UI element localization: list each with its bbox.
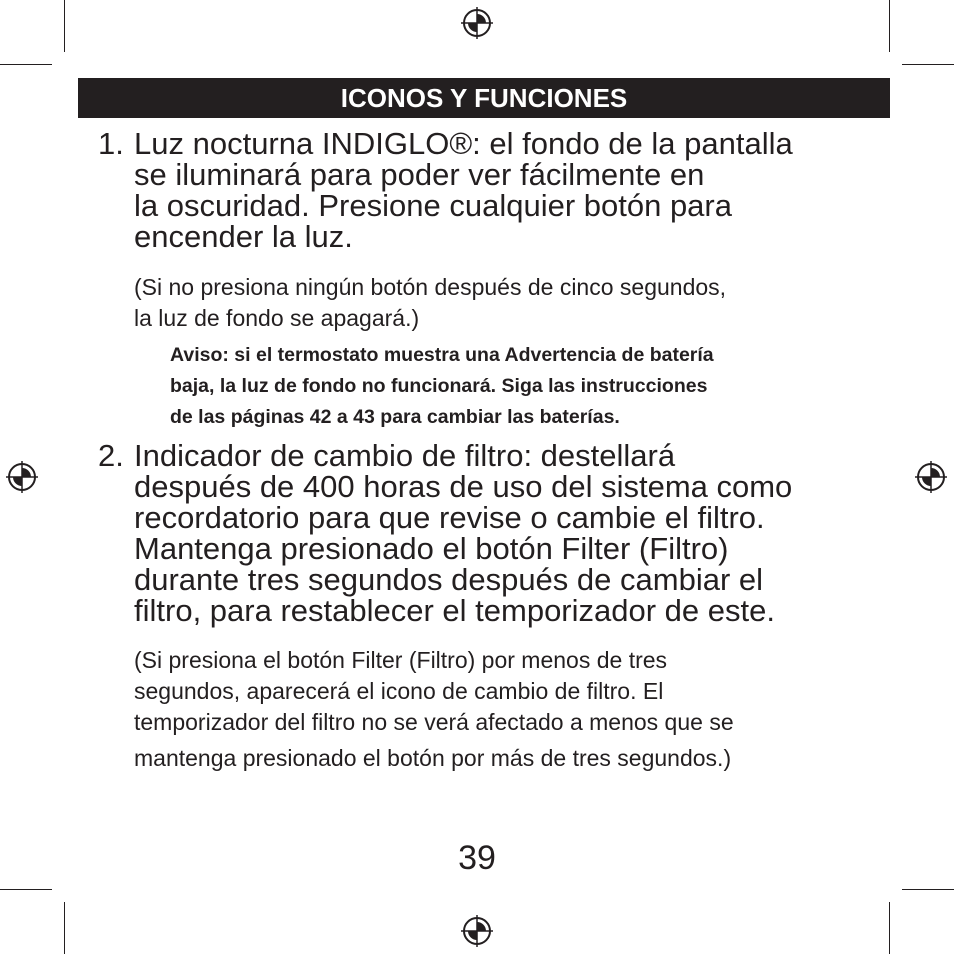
item-text-line: durante tres segundos después de cambiar el xyxy=(134,562,764,597)
warning-text-line: Aviso: si el termostato muestra una Advertencia de batería xyxy=(170,344,714,366)
item-text-line: se iluminará para poder ver fácilmente en xyxy=(134,157,705,192)
crop-mark-top-left-horizontal xyxy=(0,64,52,65)
item-text-line: recordatorio para que revise o cambie el filtro. xyxy=(134,500,765,535)
crop-mark-bottom-left-horizontal xyxy=(0,889,52,890)
item-text-line: Indicador de cambio de filtro: destellará xyxy=(134,438,676,473)
crop-mark-top-right-horizontal xyxy=(902,64,954,65)
item-text-line: después de 400 horas de uso del sistema como xyxy=(134,469,793,504)
crop-mark-top-right-vertical xyxy=(889,0,890,52)
warning-text-line: de las páginas 42 a 43 para cambiar las baterías. xyxy=(170,406,620,428)
item-text-line: Mantenga presionado el botón Filter (Filtro) xyxy=(134,531,729,566)
note-text-line: mantenga presionado el botón por más de tres segundos.) xyxy=(134,745,732,771)
list-item-number: 1. xyxy=(98,126,124,161)
item-text-line: Luz nocturna INDIGLO®: el fondo de la pantalla xyxy=(134,126,793,161)
registration-mark-icon xyxy=(460,914,494,948)
registration-mark-icon xyxy=(914,460,948,494)
crop-mark-bottom-right-vertical xyxy=(889,902,890,954)
note-text-line: temporizador del filtro no se verá afectado a menos que se xyxy=(134,709,734,735)
section-header: ICONOS Y FUNCIONES xyxy=(78,78,890,118)
item-text-line: filtro, para restablecer el temporizador de este. xyxy=(134,593,775,628)
registration-mark-icon xyxy=(460,6,494,40)
note-text-line: (Si no presiona ningún botón después de cinco segundos, xyxy=(134,274,727,300)
list-item-number: 2. xyxy=(98,438,124,473)
crop-mark-bottom-left-vertical xyxy=(64,902,65,954)
crop-mark-top-left-vertical xyxy=(64,0,65,52)
crop-mark-bottom-right-horizontal xyxy=(902,889,954,890)
item-text-line: encender la luz. xyxy=(134,219,353,254)
page-number: 39 xyxy=(458,839,496,877)
note-text-line: la luz de fondo se apagará.) xyxy=(134,305,420,331)
registration-mark-icon xyxy=(5,460,39,494)
warning-text-line: baja, la luz de fondo no funcionará. Siga las instrucciones xyxy=(170,375,708,397)
note-text-line: (Si presiona el botón Filter (Filtro) por menos de tres xyxy=(134,647,668,673)
note-text-line: segundos, aparecerá el icono de cambio de filtro. El xyxy=(134,678,664,704)
item-text-line: la oscuridad. Presione cualquier botón para xyxy=(134,188,732,223)
